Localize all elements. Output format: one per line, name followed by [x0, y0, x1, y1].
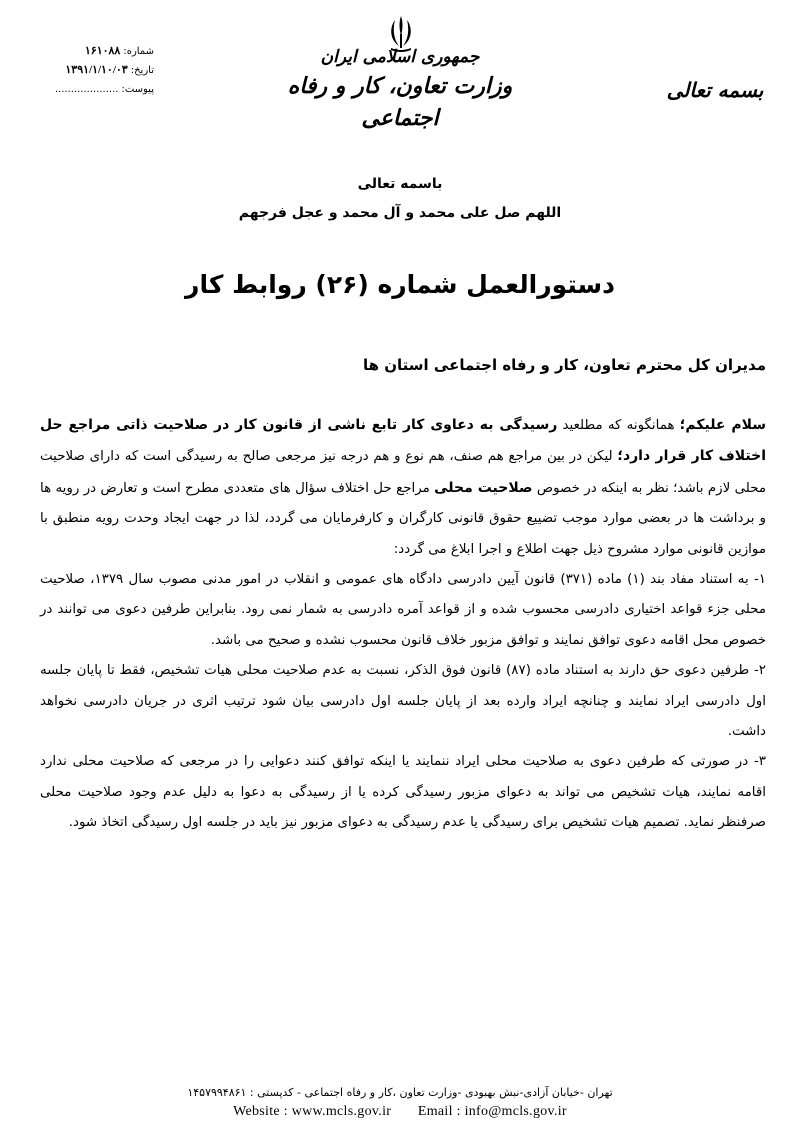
number-value: ۱۶۱۰۸۸	[84, 45, 121, 57]
date-label: تاریخ:	[130, 65, 154, 76]
paragraph-intro	[40, 410, 766, 565]
document-title: دستورالعمل شماره (۲۶) روابط کار	[185, 270, 615, 299]
item-3: ۳- در صورتی که طرفین دعوی به صلاحیت محلی ایراد ننمایند یا اینکه توافق کنند دعوایی را در مرجعی که صلاحیت محلی ندارد اقامه نمایند، هیات تشخیص می تواند به دعوای مزبور رسیدگی کرده یا از رسیدگی به دعوا به دلیل عدم وجود صلاحیت محلی صرفنظر نماید. تصمیم هیات تشخیص برای رسیدگی یا عدم رسیدگی به دعوای مزبور نیز باید در جلسه اول رسیدگی اتخاذ شود.	[40, 754, 766, 831]
footer-address: تهران -خیابان آزادی-نبش بهبودی -وزارت تعاون ،کار و رفاه اجتماعی - کدپستی : ۱۴۵۷۹۹۴۸۶۱	[187, 1086, 613, 1099]
addressee: مدیران کل محترم تعاون، کار و رفاه اجتماعی استان ها	[362, 356, 766, 374]
jurisdiction-statement: رسیدگی به دعاوی کار تابع ناشی از قانون کار در صلاحیت ذاتی مراجع حل اختلاف کار قرار دارد؛	[40, 417, 766, 465]
intro-text-3: مراجع حل اختلاف سؤال های متعددی مطرح است و تعارض در رویه ها و برداشت ها در بعضی موارد موجب تضییع حقوق قانونی کارگران و کارفرمایان می گردد، لذا در جهت ایجاد وحدت رویه منطبق با موازین قانونی موارد مشروح ذیل جهت اطلاع و اجرا ابلاغ می گردد:	[40, 480, 766, 557]
ministry-heading	[250, 44, 550, 134]
item-1: ۱- به استناد مفاد بند (۱) ماده (۳۷۱) قانون آیین دادرسی دادگاه های عمومی و انقلاب در امور مدنی مصوب سال ۱۳۷۹، صلاحیت محلی جزء قواعد اختیاری دادرسی محسوب شده و از قواعد آمره دادرسی به شمار نمی رود. بنابراین طرفین دعوی می توانند در خصوص محل اقامه دعوی توافق نمایند و توافق مزبور خلاف قانون محسوب نشده و صحیح می باشد.	[40, 572, 766, 648]
local-jurisdiction-term: صلاحیت محلی	[434, 479, 533, 496]
ministry-name: وزارت تعاون، کار و رفاه اجتماعی	[287, 73, 513, 131]
number-row	[34, 42, 154, 61]
item-2: ۲- طرفین دعوی حق دارند به استناد ماده (۸۷) قانون فوق الذکر، نسبت به عدم صلاحیت محلی هیات تشخیص، فقط تا پایان جلسه اول دادرسی ایراد نمایند و چنانچه ایراد وارده بعد از پایان جلسه اول دادرسی بیان شود ترتیب اثری در جریان دادرسی نخواهد داشت.	[40, 663, 766, 740]
footer-email: Email : info@mcls.gov.ir	[417, 1104, 567, 1119]
salawat-line: اللهم صل علی محمد و آل محمد و عجل فرجهم	[238, 205, 562, 221]
date-row	[34, 61, 154, 80]
bism-line: باسمه تعالی	[357, 176, 443, 192]
number-label: شماره:	[123, 46, 154, 57]
attachment-dots: ....................	[54, 84, 119, 95]
date-value: ۱۳۹۱/۱/۱۰/۰۳	[65, 64, 128, 76]
footer	[40, 1084, 760, 1122]
letter-metadata	[34, 42, 154, 99]
intro-text-1: همانگونه که مطلعید	[557, 418, 680, 433]
intro-text-2: لیکن در بین مراجع هم صنف، هم نوع و هم درجه نیز مرجعی صالح به رسیدگی است که دارای صلاحیت محلی لازم باشد؛ نظر به اینکه در خصوص	[40, 449, 767, 496]
greeting: سلام علیکم؛	[679, 417, 767, 433]
footer-contact	[40, 1102, 760, 1122]
footer-website: Website : www.mcls.gov.ir	[233, 1104, 392, 1119]
attachment-row	[34, 80, 154, 99]
basmaleh-calligraphy: بسمه تعالی	[666, 78, 764, 102]
attachment-label: پیوست:	[121, 84, 154, 95]
republic-name: جمهوری اسلامی ایران	[320, 47, 480, 67]
document-body	[40, 410, 766, 839]
